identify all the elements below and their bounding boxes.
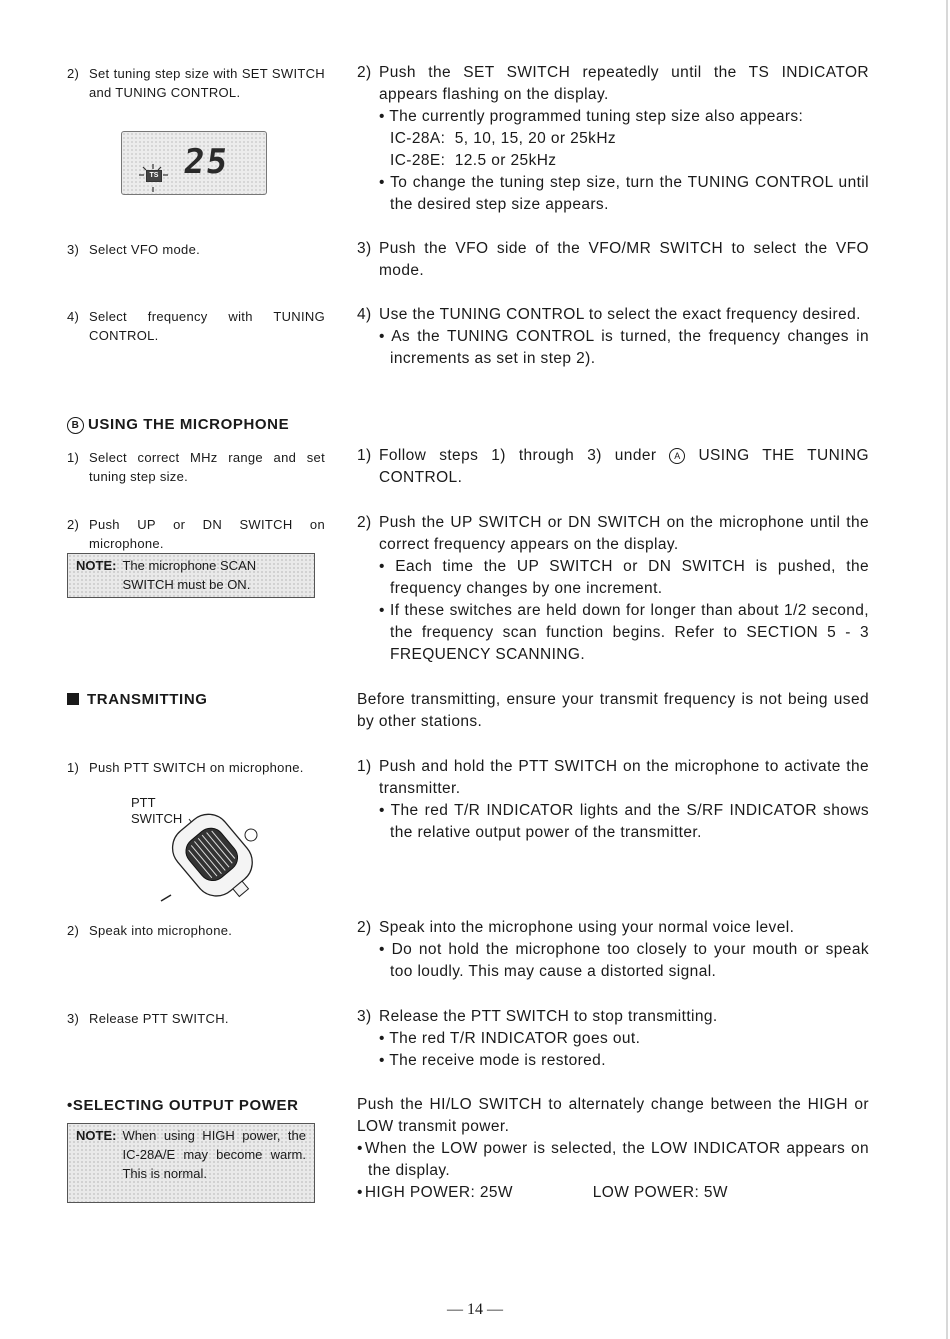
step-text: Release PTT SWITCH. bbox=[89, 1011, 229, 1026]
right-step-2-tx bbox=[357, 917, 869, 983]
step-number: 3) bbox=[357, 240, 372, 257]
step-number: 4) bbox=[357, 306, 372, 323]
step-number: 4) bbox=[67, 309, 80, 324]
output-power-intro: Push the HI/LO SWITCH to alternately change between the HIGH or LOW transmit power. bbox=[357, 1096, 869, 1135]
lcd-display-illustration bbox=[121, 131, 267, 195]
output-power-text bbox=[357, 1094, 869, 1204]
ts-indicator-icon: TS bbox=[146, 170, 162, 182]
bullet-item: • The receive mode is restored. bbox=[357, 1050, 869, 1072]
model-step-line: IC-28A: 5, 10, 15, 20 or 25kHz bbox=[390, 130, 617, 147]
bullet-item: • When the LOW power is selected, the LOW INDICATOR appears on the display. bbox=[357, 1138, 869, 1182]
left-step-2-tx bbox=[67, 921, 325, 940]
right-step-4-tuning bbox=[357, 304, 869, 370]
left-step-4-tuning bbox=[67, 307, 325, 345]
low-power-value: LOW POWER: 5W bbox=[592, 1184, 728, 1201]
right-step-3-tuning bbox=[357, 238, 869, 282]
step-number: 2) bbox=[67, 66, 80, 81]
high-power-value: • HIGH POWER: 25W bbox=[357, 1182, 588, 1204]
step-text-part: Follow steps 1) through 3) under bbox=[379, 447, 657, 464]
lcd-digits: 25 bbox=[181, 142, 232, 182]
step-text: Push the SET SWITCH repeatedly until the TS INDICATOR appears flashing on the display. bbox=[379, 64, 869, 103]
bullet-item: • To change the tuning step size, turn the TUNING CONTROL until the desired step size appears. bbox=[357, 172, 869, 216]
step-number: 2) bbox=[357, 64, 372, 81]
section-heading-transmitting bbox=[67, 690, 325, 709]
step-text: Push the UP SWITCH or DN SWITCH on the microphone until the correct frequency appears on the display. bbox=[379, 514, 869, 553]
step-text: Push and hold the PTT SWITCH on the microphone to activate the transmitter. bbox=[379, 758, 869, 797]
step-text: Push PTT SWITCH on microphone. bbox=[89, 760, 304, 775]
right-step-2-tuning bbox=[357, 62, 869, 216]
left-step-2-tuning bbox=[67, 64, 325, 102]
label-line: SWITCH bbox=[131, 811, 183, 826]
label-line: PTT bbox=[131, 795, 156, 810]
flashing-rays-icon bbox=[134, 158, 174, 198]
note-box-scan bbox=[67, 553, 315, 598]
step-text-part: USING THE TUNING CONTROL. bbox=[379, 447, 869, 486]
step-text: Select frequency with TUNING CONTROL. bbox=[89, 309, 325, 343]
left-step-3-tx bbox=[67, 1009, 325, 1028]
step-number: 3) bbox=[67, 1011, 80, 1026]
step-text: Speak into the microphone using your normal voice level. bbox=[379, 919, 795, 936]
step-text: Select VFO mode. bbox=[89, 242, 201, 257]
model-step-line: IC-28E: 12.5 or 25kHz bbox=[390, 152, 557, 169]
note-text: The microphone SCAN SWITCH must be ON. bbox=[122, 558, 257, 592]
transmitting-intro bbox=[357, 689, 869, 733]
step-text: Select correct MHz range and set tuning step size. bbox=[89, 450, 325, 484]
step-number: 2) bbox=[357, 514, 372, 531]
right-step-2-mic bbox=[357, 512, 869, 666]
square-bullet-icon bbox=[67, 693, 79, 705]
microphone-icon bbox=[131, 795, 271, 905]
step-text bbox=[379, 445, 869, 489]
step-text: Speak into microphone. bbox=[89, 923, 233, 938]
left-step-2-mic bbox=[67, 515, 325, 553]
step-number: 1) bbox=[67, 760, 80, 775]
note-label: NOTE: bbox=[76, 1128, 117, 1143]
bullet-item: • The red T/R INDICATOR lights and the S/RF INDICATOR shows the relative output power of the transmitter. bbox=[357, 800, 869, 844]
page-edge bbox=[946, 0, 948, 1339]
bullet-item: • Each time the UP SWITCH or DN SWITCH is pushed, the frequency changes by one increment. bbox=[357, 556, 869, 600]
intro-text: Before transmitting, ensure your transmit frequency is not being used by other stations. bbox=[357, 691, 869, 730]
bullet-item: • The red T/R INDICATOR goes out. bbox=[357, 1028, 869, 1050]
note-text: When using HIGH power, the IC-28A/E may become warm. This is normal. bbox=[122, 1128, 306, 1181]
step-text: Push UP or DN SWITCH on microphone. bbox=[89, 517, 325, 551]
left-step-1-tx bbox=[67, 758, 337, 777]
power-values bbox=[357, 1182, 869, 1204]
left-step-1-mic bbox=[67, 448, 325, 486]
step-number: 2) bbox=[67, 517, 80, 532]
step-number: 3) bbox=[357, 1008, 372, 1025]
bullet-item: • As the TUNING CONTROL is turned, the frequency changes in increments as set in step 2). bbox=[357, 326, 869, 370]
step-number: 2) bbox=[67, 923, 80, 938]
note-box-warm bbox=[67, 1123, 315, 1203]
step-number: 2) bbox=[357, 919, 372, 936]
step-number: 1) bbox=[67, 450, 80, 465]
heading-text: USING THE MICROPHONE bbox=[88, 416, 290, 433]
section-heading-microphone bbox=[67, 415, 337, 434]
step-text: Set tuning step size with SET SWITCH and TUNING CONTROL. bbox=[89, 66, 325, 100]
section-heading-output-power: •SELECTING OUTPUT POWER bbox=[67, 1097, 299, 1114]
left-step-3-tuning bbox=[67, 240, 325, 259]
step-number: 3) bbox=[67, 242, 80, 257]
step-text: Release the PTT SWITCH to stop transmitting. bbox=[379, 1008, 718, 1025]
bullet-item: • If these switches are held down for longer than about 1/2 second, the frequency scan function begins. Refer to SECTION 5 - 3 FREQUENCY SCANNING. bbox=[357, 600, 869, 666]
right-step-1-mic bbox=[357, 445, 869, 489]
circled-letter: B bbox=[67, 417, 84, 434]
circled-letter: A bbox=[669, 448, 685, 464]
step-text: Push the VFO side of the VFO/MR SWITCH to select the VFO mode. bbox=[379, 240, 869, 279]
page-number: — 14 — bbox=[447, 1301, 503, 1318]
right-step-1-tx bbox=[357, 756, 869, 844]
right-step-3-tx bbox=[357, 1006, 869, 1072]
heading-text: TRANSMITTING bbox=[87, 691, 208, 708]
bullet-item: • Do not hold the microphone too closely to your mouth or speak too loudly. This may cause a distorted signal. bbox=[357, 939, 869, 983]
bullet-item: • The currently programmed tuning step size also appears: bbox=[357, 106, 869, 128]
step-text: Use the TUNING CONTROL to select the exact frequency desired. bbox=[379, 306, 861, 323]
note-label: NOTE: bbox=[76, 558, 117, 573]
step-number: 1) bbox=[357, 447, 372, 464]
step-number: 1) bbox=[357, 758, 372, 775]
